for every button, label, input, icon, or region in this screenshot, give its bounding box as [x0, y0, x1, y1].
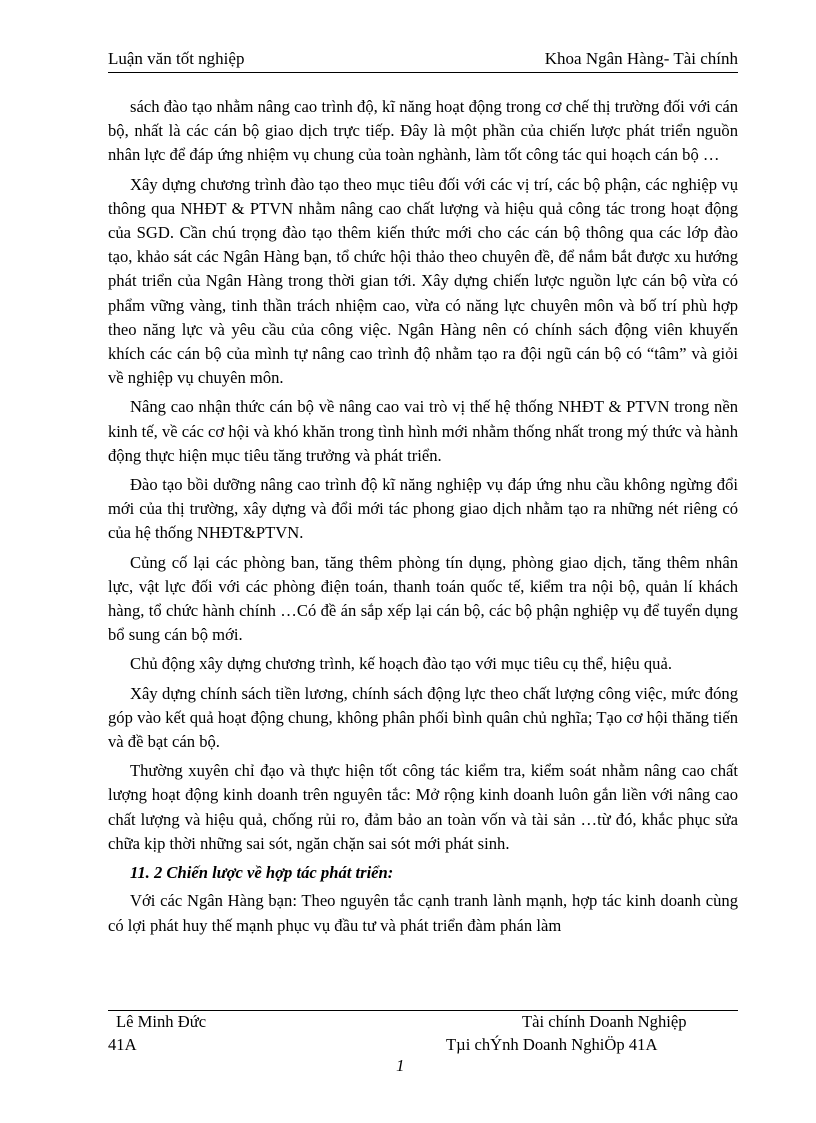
footer-major: Tài chính Doanh Nghiệp [522, 1012, 687, 1031]
paragraph: Với các Ngân Hàng bạn: Theo nguyên tắc cạnh tranh lành mạnh, hợp tác kinh doanh cùng có lợi phát huy thế mạnh phục vụ đầu tư và phát triển đàm phán làm [108, 891, 738, 935]
paragraph: sách đào tạo nhằm nâng cao trình độ, kĩ năng hoạt động trong cơ chế thị trường đối với cán bộ, nhất là các cán bộ giao dịch trực tiếp. Đây là một phần của chiến lược phát triển nguồn nhân lực để đáp ứng nhiệm vụ chung của toàn nghành, làm tốt công tác qui hoạch cán bộ … [108, 97, 738, 165]
paragraph: Chủ động xây dựng chương trình, kế hoạch đào tạo với mục tiêu cụ thể, hiệu quả. [130, 654, 672, 674]
footer-class: 41A [108, 1035, 137, 1054]
footer-major-garbled: Tµi chÝnh Doanh NghiÖp 41A [446, 1035, 658, 1054]
paragraph: Xây dựng chương trình đào tạo theo mục tiêu đối với các vị trí, các bộ phận, các nghiệp vụ thông qua NHĐT & PTVN nhằm nâng cao chất lượng và hiệu quả công tác trong hoạt động của SGD. Cần chú trọng đào tạo thêm kiến thức mới cho các cán bộ thông qua các lớp đào tạo, khảo sát các Ngân Hàng bạn, tổ chức hội thảo theo chuyên đề, để nắm bắt được xu hướng phát triển của Ngân Hàng trong thời gian tới. Xây dựng chiến lược nguồn lực cán bộ vừa có phẩm vững vàng, tinh thần trách nhiệm cao, vừa có năng lực chuyên môn và bố trí phù hợp theo năng lực và yêu cầu của công việc. Ngân Hàng nên có chính sách động viên khuyến khích các cán bộ của mình tự nâng cao trình độ nhằm tạo ra đội ngũ cán bộ có “tâm” và giỏi về nghiệp vụ chuyên môn. [108, 174, 738, 388]
page-body [108, 95, 738, 1010]
paragraph: Thường xuyên chỉ đạo và thực hiện tốt công tác kiểm tra, kiểm soát nhằm nâng cao chất lượng hoạt động kinh doanh trên nguyên tắc: Mở rộng kinh doanh luôn gắn liền với nâng cao chất lượng và hiệu quả, chống rủi ro, đảm bảo an toàn vốn và tài sản …từ đó, khắc phục sửa chữa kịp thời những sai sót, ngăn chặn sai sót mới phát sinh. [108, 761, 738, 853]
header-thesis-label: Luận văn tốt nghiệp [108, 49, 245, 68]
paragraph: Nâng cao nhận thức cán bộ về nâng cao vai trò vị thế hệ thống NHĐT & PTVN trong nền kinh tế, về các cơ hội và khó khăn trong tình hình mới nhằm thống nhất trong mý thức và hành động thực hiện mục tiêu tăng trưởng và phát triển. [108, 397, 738, 465]
paragraph: Xây dựng chính sách tiền lương, chính sách động lực theo chất lượng công việc, mức đóng góp vào kết quả hoạt động chung, không phân phối bình quân chủ nghĩa; Tạo cơ hội thăng tiến và đề bạt cán bộ. [108, 683, 738, 752]
body-text [108, 95, 738, 938]
footer-author: Lê Minh Đức [116, 1012, 207, 1031]
page-header [108, 46, 738, 73]
footer-divider [108, 1010, 738, 1011]
header-faculty-label: Khoa Ngân Hàng- Tài chính [544, 49, 738, 68]
section-heading: 11. 2 Chiến lược về hợp tác phát triển: [130, 863, 394, 883]
page-number: 1 [396, 1056, 405, 1075]
paragraph: Củng cố lại các phòng ban, tăng thêm phòng tín dụng, phòng giao dịch, tăng thêm nhân lực, vật lực đối với các phòng điện toán, thanh toán quốc tế, kiểm tra nội bộ, quản lí khách hàng, tổ chức hành chính …Có đề án sắp xếp lại cán bộ, các bộ phận nghiệp vụ để tuyển dụng bổ sung cán bộ mới. [108, 552, 738, 645]
paragraph: Đào tạo bồi dưỡng nâng cao trình độ kĩ năng nghiệp vụ đáp ứng nhu cầu không ngừng đổi mới của thị trường, xây dựng và đổi mới tác phong giao dịch nhằm tạo ra những nét riêng có của hệ thống NHĐT&PTVN. [108, 475, 738, 543]
page-footer [108, 1012, 738, 1058]
